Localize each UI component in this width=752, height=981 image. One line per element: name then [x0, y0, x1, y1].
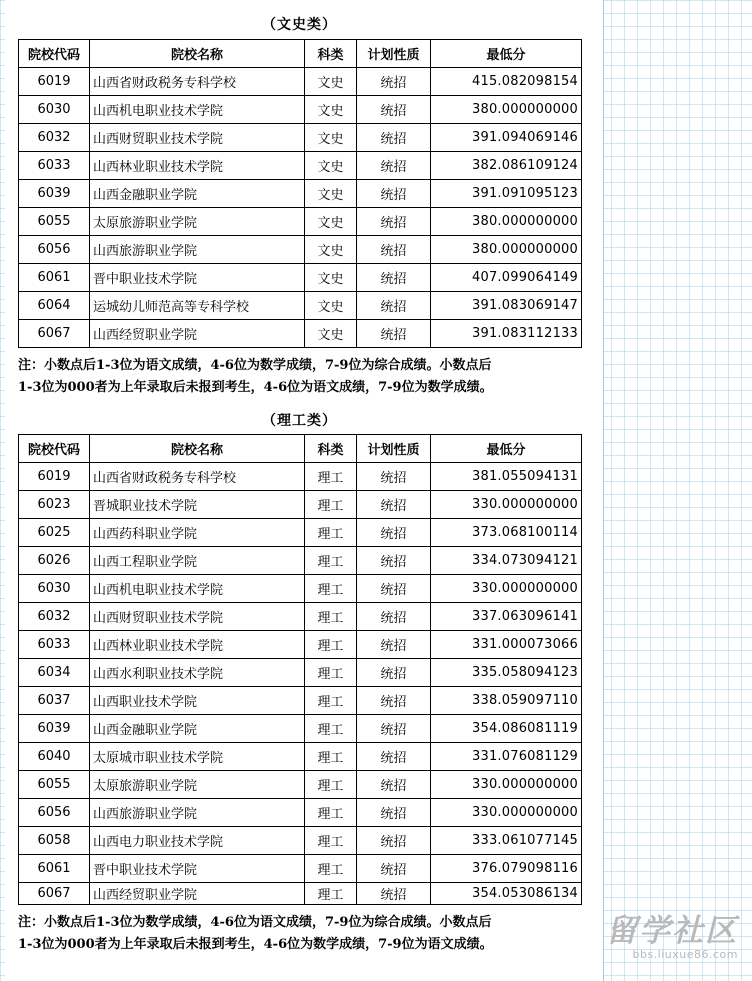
min-score-cell: 337.063096141	[431, 603, 582, 631]
category-cell: 文史	[305, 180, 357, 208]
table-row	[19, 603, 582, 631]
school-name-cell: 山西财贸职业技术学院	[90, 603, 305, 631]
table-header-row	[19, 435, 582, 463]
plan-type-cell: 统招	[357, 659, 431, 687]
table-row	[19, 855, 582, 883]
school-name-cell: 山西省财政税务专科学校	[90, 463, 305, 491]
table-row	[19, 519, 582, 547]
school-name-cell: 山西职业技术学院	[90, 687, 305, 715]
header-code: 院校代码	[19, 40, 90, 68]
watermark-url: bbs.liuxue86.com	[632, 948, 738, 961]
category-cell: 理工	[305, 827, 357, 855]
note-line: 1-3位为000者为上年录取后未报到考生，4-6位为语文成绩，7-9位为数学成绩。	[18, 380, 493, 395]
table-row	[19, 659, 582, 687]
school-code-cell: 6055	[19, 208, 90, 236]
plan-type-cell: 统招	[357, 687, 431, 715]
header-category: 科类	[305, 40, 357, 68]
plan-type-cell: 统招	[357, 463, 431, 491]
table-row	[19, 715, 582, 743]
min-score-cell: 380.000000000	[431, 236, 582, 264]
plan-type-cell: 统招	[357, 883, 431, 905]
min-score-cell: 376.079098116	[431, 855, 582, 883]
school-name-cell: 山西旅游职业学院	[90, 236, 305, 264]
table-row	[19, 180, 582, 208]
plan-type-cell: 统招	[357, 631, 431, 659]
school-name-cell: 运城幼儿师范高等专科学校	[90, 292, 305, 320]
category-cell: 理工	[305, 883, 357, 905]
min-score-cell: 331.076081129	[431, 743, 582, 771]
plan-type-cell: 统招	[357, 771, 431, 799]
plan-type-cell: 统招	[357, 855, 431, 883]
table-row	[19, 96, 582, 124]
min-score-cell: 381.055094131	[431, 463, 582, 491]
category-cell: 理工	[305, 687, 357, 715]
site-watermark	[606, 914, 738, 962]
table-row	[19, 547, 582, 575]
min-score-cell: 391.083069147	[431, 292, 582, 320]
school-code-cell: 6040	[19, 743, 90, 771]
school-code-cell: 6056	[19, 236, 90, 264]
category-cell: 文史	[305, 68, 357, 96]
header-category: 科类	[305, 435, 357, 463]
school-name-cell: 山西旅游职业学院	[90, 799, 305, 827]
header-plan-type: 计划性质	[357, 40, 431, 68]
table-row	[19, 463, 582, 491]
school-name-cell: 山西经贸职业学院	[90, 320, 305, 348]
min-score-cell: 407.099064149	[431, 264, 582, 292]
category-cell: 理工	[305, 715, 357, 743]
table-row	[19, 208, 582, 236]
min-score-cell: 391.083112133	[431, 320, 582, 348]
plan-type-cell: 统招	[357, 292, 431, 320]
school-code-cell: 6037	[19, 687, 90, 715]
school-code-cell: 6067	[19, 320, 90, 348]
school-name-cell: 山西工程职业学院	[90, 547, 305, 575]
plan-type-cell: 统招	[357, 320, 431, 348]
school-name-cell: 山西经贸职业学院	[90, 883, 305, 905]
school-code-cell: 6030	[19, 96, 90, 124]
school-code-cell: 6056	[19, 799, 90, 827]
school-name-cell: 晋城职业技术学院	[90, 491, 305, 519]
note-ligong	[18, 912, 598, 956]
category-cell: 理工	[305, 603, 357, 631]
plan-type-cell: 统招	[357, 603, 431, 631]
table-header-row	[19, 40, 582, 68]
category-cell: 理工	[305, 631, 357, 659]
table-row	[19, 491, 582, 519]
min-score-cell: 391.094069146	[431, 124, 582, 152]
category-cell: 文史	[305, 96, 357, 124]
category-cell: 文史	[305, 292, 357, 320]
min-score-cell: 334.073094121	[431, 547, 582, 575]
min-score-cell: 330.000000000	[431, 771, 582, 799]
plan-type-cell: 统招	[357, 264, 431, 292]
plan-type-cell: 统招	[357, 180, 431, 208]
category-cell: 理工	[305, 519, 357, 547]
table-row	[19, 631, 582, 659]
school-name-cell: 太原城市职业技术学院	[90, 743, 305, 771]
category-cell: 理工	[305, 743, 357, 771]
school-code-cell: 6030	[19, 575, 90, 603]
school-name-cell: 山西金融职业学院	[90, 715, 305, 743]
category-cell: 理工	[305, 575, 357, 603]
school-code-cell: 6034	[19, 659, 90, 687]
min-score-cell: 380.000000000	[431, 96, 582, 124]
min-score-cell: 354.086081119	[431, 715, 582, 743]
plan-type-cell: 统招	[357, 827, 431, 855]
school-code-cell: 6067	[19, 883, 90, 905]
header-school-name: 院校名称	[90, 40, 305, 68]
school-code-cell: 6032	[19, 603, 90, 631]
category-cell: 理工	[305, 771, 357, 799]
table-row	[19, 320, 582, 348]
section-caption-ligong: （理工类）	[262, 413, 337, 429]
school-code-cell: 6026	[19, 547, 90, 575]
table-row	[19, 799, 582, 827]
plan-type-cell: 统招	[357, 208, 431, 236]
school-name-cell: 晋中职业技术学院	[90, 264, 305, 292]
category-cell: 理工	[305, 659, 357, 687]
note-line: 注：小数点后1-3位为数学成绩，4-6位为语文成绩，7-9位为综合成绩。小数点后	[18, 915, 492, 930]
school-name-cell: 山西金融职业学院	[90, 180, 305, 208]
school-code-cell: 6064	[19, 292, 90, 320]
min-score-cell: 373.068100114	[431, 519, 582, 547]
school-code-cell: 6033	[19, 631, 90, 659]
table-row	[19, 687, 582, 715]
table-row	[19, 827, 582, 855]
school-code-cell: 6055	[19, 771, 90, 799]
category-cell: 理工	[305, 855, 357, 883]
category-cell: 理工	[305, 547, 357, 575]
note-wenshi	[18, 355, 598, 399]
category-cell: 理工	[305, 799, 357, 827]
plan-type-cell: 统招	[357, 799, 431, 827]
school-code-cell: 6032	[19, 124, 90, 152]
plan-type-cell: 统招	[357, 491, 431, 519]
header-school-name: 院校名称	[90, 435, 305, 463]
category-cell: 文史	[305, 320, 357, 348]
header-min-score: 最低分	[431, 435, 582, 463]
header-code: 院校代码	[19, 435, 90, 463]
school-name-cell: 山西水利职业技术学院	[90, 659, 305, 687]
min-score-cell: 331.000073066	[431, 631, 582, 659]
plan-type-cell: 统招	[357, 96, 431, 124]
watermark-title: 留学社区	[606, 913, 738, 949]
school-name-cell: 山西机电职业技术学院	[90, 96, 305, 124]
school-name-cell: 山西林业职业技术学院	[90, 631, 305, 659]
school-name-cell: 山西林业职业技术学院	[90, 152, 305, 180]
min-score-cell: 338.059097110	[431, 687, 582, 715]
note-line: 注：小数点后1-3位为语文成绩，4-6位为数学成绩，7-9位为综合成绩。小数点后	[18, 358, 492, 373]
min-score-cell: 330.000000000	[431, 799, 582, 827]
table-row	[19, 124, 582, 152]
plan-type-cell: 统招	[357, 236, 431, 264]
category-cell: 文史	[305, 264, 357, 292]
header-plan-type: 计划性质	[357, 435, 431, 463]
min-score-cell: 330.000000000	[431, 491, 582, 519]
category-cell: 文史	[305, 236, 357, 264]
plan-type-cell: 统招	[357, 124, 431, 152]
table-row	[19, 264, 582, 292]
category-cell: 文史	[305, 124, 357, 152]
plan-type-cell: 统招	[357, 715, 431, 743]
school-name-cell: 山西电力职业技术学院	[90, 827, 305, 855]
school-code-cell: 6061	[19, 264, 90, 292]
table-row	[19, 771, 582, 799]
school-code-cell: 6039	[19, 715, 90, 743]
min-score-cell: 415.082098154	[431, 68, 582, 96]
plan-type-cell: 统招	[357, 743, 431, 771]
min-score-cell: 382.086109124	[431, 152, 582, 180]
school-code-cell: 6025	[19, 519, 90, 547]
table-row	[19, 575, 582, 603]
school-code-cell: 6023	[19, 491, 90, 519]
min-score-cell: 333.061077145	[431, 827, 582, 855]
plan-type-cell: 统招	[357, 519, 431, 547]
school-name-cell: 太原旅游职业学院	[90, 771, 305, 799]
plan-type-cell: 统招	[357, 152, 431, 180]
school-name-cell: 山西省财政税务专科学校	[90, 68, 305, 96]
min-score-cell: 330.000000000	[431, 575, 582, 603]
table-row	[19, 883, 582, 905]
category-cell: 文史	[305, 208, 357, 236]
school-code-cell: 6058	[19, 827, 90, 855]
table-row	[19, 152, 582, 180]
admission-table-ligong	[18, 434, 582, 905]
school-name-cell: 山西药科职业学院	[90, 519, 305, 547]
header-min-score: 最低分	[431, 40, 582, 68]
school-name-cell: 太原旅游职业学院	[90, 208, 305, 236]
table-row	[19, 743, 582, 771]
school-name-cell: 山西机电职业技术学院	[90, 575, 305, 603]
school-code-cell: 6019	[19, 463, 90, 491]
section-caption-wenshi: （文史类）	[262, 17, 337, 33]
plan-type-cell: 统招	[357, 68, 431, 96]
school-code-cell: 6061	[19, 855, 90, 883]
category-cell: 理工	[305, 463, 357, 491]
school-name-cell: 晋中职业技术学院	[90, 855, 305, 883]
min-score-cell: 391.091095123	[431, 180, 582, 208]
school-name-cell: 山西财贸职业技术学院	[90, 124, 305, 152]
category-cell: 理工	[305, 491, 357, 519]
school-code-cell: 6039	[19, 180, 90, 208]
category-cell: 文史	[305, 152, 357, 180]
table-row	[19, 68, 582, 96]
min-score-cell: 380.000000000	[431, 208, 582, 236]
school-code-cell: 6019	[19, 68, 90, 96]
note-line: 1-3位为000者为上年录取后未报到考生，4-6位为数学成绩，7-9位为语文成绩。	[18, 937, 493, 952]
min-score-cell: 354.053086134	[431, 883, 582, 905]
table-row	[19, 236, 582, 264]
admission-table-wenshi	[18, 39, 582, 348]
school-code-cell: 6033	[19, 152, 90, 180]
min-score-cell: 335.058094123	[431, 659, 582, 687]
table-row	[19, 292, 582, 320]
plan-type-cell: 统招	[357, 547, 431, 575]
plan-type-cell: 统招	[357, 575, 431, 603]
